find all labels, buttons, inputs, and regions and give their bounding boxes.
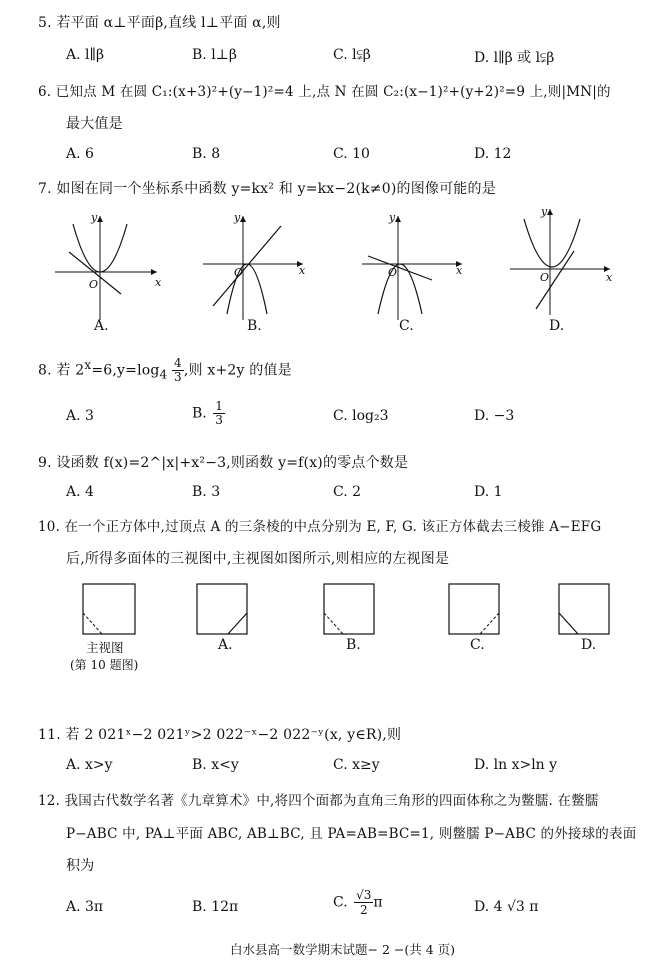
q7-c-x-label: x: [456, 264, 463, 277]
q8-fraction: [172, 357, 184, 384]
q10-label-d: D.: [581, 637, 597, 653]
q5-option-c: C. l⫋β: [333, 47, 371, 63]
q8-stem-part-c: ,则 x+2y 的值是: [183, 362, 292, 379]
q11-stem: 11. 若 2 021ˣ−2 021ʸ>2 022⁻ˣ−2 022⁻ʸ(x, y∈R),则: [38, 727, 402, 743]
q12-option-c: [333, 888, 383, 917]
q8-option-a: A. 3: [66, 408, 94, 424]
q10-label-a: A.: [218, 637, 233, 653]
q12-option-b: B. 12π: [192, 899, 239, 915]
q10-figure-caption: (第 10 题图): [70, 658, 139, 672]
q11-option-a: A. x>y: [66, 757, 113, 773]
q6-stem: 6. 已知点 M 在圆 C₁:(x+3)²+(y−1)²=4 上,点 N 在圆 C₂:(x−1)²+(y+2)²=9 上,则|MN|的: [38, 84, 611, 100]
q7-d-origin-label: O: [540, 271, 550, 284]
q12-option-c-prefix: C.: [333, 894, 348, 911]
q9-stem: 9. 设函数 f(x)=2^|x|+x²−3,则函数 y=f(x)的零点个数是: [38, 455, 409, 471]
q12-option-a: A. 3π: [66, 899, 104, 915]
q12-option-c-fraction: [354, 888, 373, 917]
q10-label-c: C.: [470, 637, 485, 653]
q7-d-y-label: y: [541, 205, 548, 218]
q7-stem: 7. 如图在同一个坐标系中函数 y=kx² 和 y=kx−2(k≠0)的图像可能的是: [38, 181, 496, 197]
q8-log-base: 4: [159, 367, 168, 382]
q6-option-c: C. 10: [333, 146, 370, 162]
q10-stem: 10. 在一个正方体中,过顶点 A 的三条棱的中点分别为 E, F, G. 该正方体截去三棱锥 A−EFG: [38, 519, 602, 535]
q7-a-x-label: x: [155, 276, 162, 289]
q10-option-c-view: [448, 583, 500, 635]
q6-option-b: B. 8: [192, 146, 221, 162]
q10-stem-line2: 后,所得多面体的三视图中,主视图如图所示,则相应的左视图是: [66, 551, 450, 567]
q5-option-b: B. l⊥β: [192, 47, 237, 63]
q8-option-b-denominator: 3: [215, 413, 223, 427]
q7-label-a: A.: [94, 318, 109, 334]
q10-label-b: B.: [346, 637, 361, 653]
q12-stem-line2: P−ABC 中, PA⊥平面 ABC, AB⊥BC, 且 PA=AB=BC=1, 则鳖臑 P−ABC 的外接球的表面: [66, 826, 637, 842]
q8-option-b: [192, 400, 225, 427]
q6-stem-line2: 最大值是: [66, 116, 123, 132]
q6-option-a: A. 6: [66, 146, 94, 162]
q9-option-d: D. 1: [474, 484, 503, 500]
q8-fraction-denominator: 3: [174, 370, 182, 384]
q8-fraction-numerator: 4: [174, 356, 182, 370]
q12-option-c-denominator: 2: [359, 903, 368, 917]
q5-stem: 5. 若平面 α⊥平面β,直线 l⊥平面 α,则: [38, 15, 281, 31]
q7-a-y-label: y: [91, 211, 98, 224]
q7-graph-c: [362, 210, 472, 320]
q12-stem-line3: 积为: [66, 858, 95, 874]
q12-option-c-numerator: √3: [356, 888, 372, 902]
q10-main-view-label: 主视图: [86, 640, 124, 655]
q8-stem-part-b: =6,y=log: [91, 362, 160, 379]
q7-graph-a: [55, 210, 165, 320]
q7-d-x-label: x: [606, 271, 613, 284]
q8-option-c: C. log₂3: [333, 408, 389, 424]
q7-graph-b: [203, 210, 313, 320]
q7-c-origin-label: O: [388, 266, 398, 279]
q9-option-c: C. 2: [333, 484, 362, 500]
q12-option-d: D. 4 √3 π: [474, 899, 539, 915]
q11-option-c: C. x≥y: [333, 757, 380, 773]
q8-option-b-prefix: B.: [192, 405, 207, 422]
q8-option-b-fraction: [213, 400, 225, 427]
q5-option-a: A. l∥β: [66, 47, 105, 63]
q8-stem: [38, 357, 292, 384]
q11-option-b: B. x<y: [192, 757, 239, 773]
q12-stem: 12. 我国古代数学名著《九章算术》中,将四个面都为直角三角形的四面体称之为鳖臑. 在鳖臑: [38, 793, 599, 809]
q7-b-x-label: x: [299, 264, 306, 277]
q10-option-b-view: [323, 583, 375, 635]
q6-option-d: D. 12: [474, 146, 512, 162]
q7-a-origin-label: O: [89, 278, 99, 291]
q8-option-b-numerator: 1: [215, 399, 223, 413]
q9-option-b: B. 3: [192, 484, 221, 500]
q7-label-c: C.: [399, 318, 414, 334]
q7-b-origin-label: O: [234, 266, 244, 279]
q10-option-a-view: [196, 583, 248, 635]
q7-label-b: B.: [247, 318, 262, 334]
q11-option-d: D. ln x>ln y: [474, 757, 558, 773]
q8-stem-part-a: 8. 若 2: [38, 362, 85, 379]
page-footer: 白水县高一数学期末试题− 2 −(共 4 页): [230, 942, 456, 957]
q9-option-a: A. 4: [66, 484, 94, 500]
q10-main-view: [82, 583, 136, 635]
q5-option-d: D. l∥β 或 l⫋β: [474, 50, 555, 66]
q8-option-d: D. −3: [474, 408, 515, 424]
q10-option-d-view: [558, 583, 610, 635]
q7-c-y-label: y: [389, 211, 396, 224]
q7-graph-d: [510, 205, 620, 315]
q7-label-d: D.: [549, 318, 565, 334]
q12-option-c-suffix: π: [373, 894, 383, 911]
q8-exponent: x: [84, 357, 92, 372]
q7-b-y-label: y: [234, 211, 241, 224]
